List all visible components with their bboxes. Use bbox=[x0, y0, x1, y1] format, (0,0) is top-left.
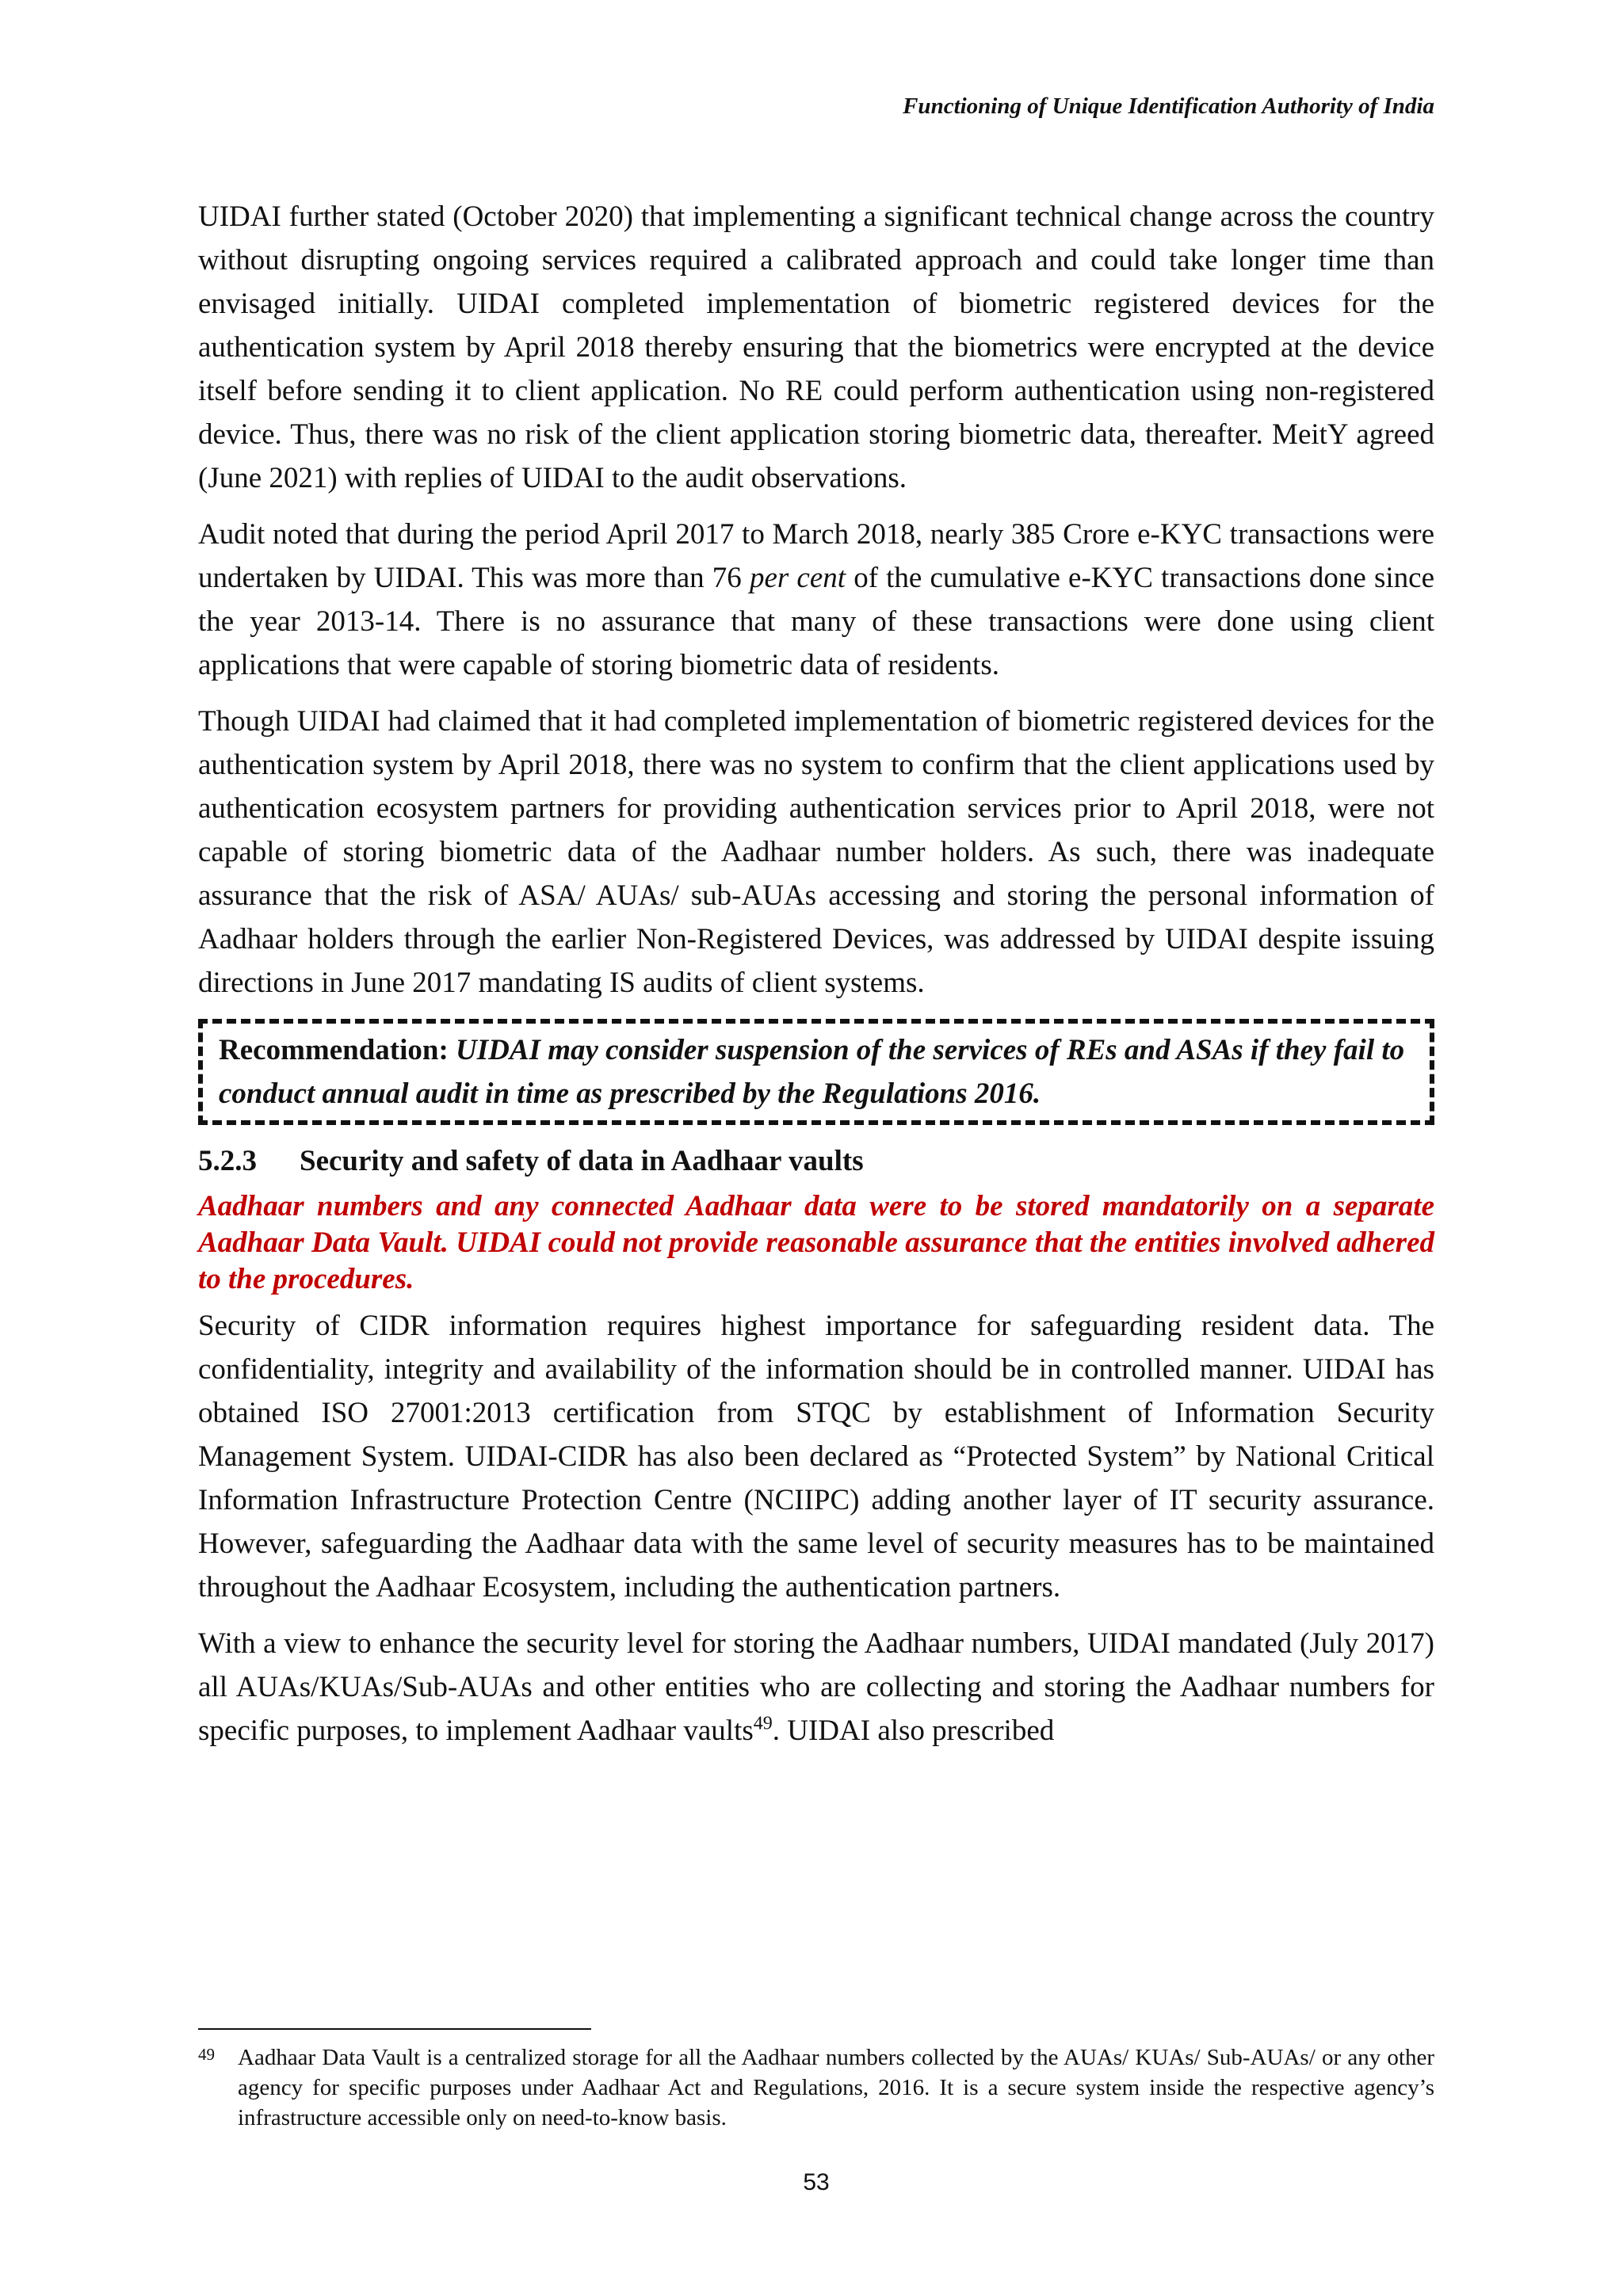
section-heading bbox=[198, 1141, 1434, 1182]
footnote-text: Aadhaar Data Vault is a centralized storage for all the Aadhaar numbers collected by the AUAs/ KUAs/ Sub-AUAs/ or any other agency for specific purposes under Aadhaar Act and Regulations, 2016. It is a secure system inside the respective agency’s infrastructure accessible only on need-to-know basis. bbox=[238, 2045, 1434, 2130]
footnote-divider bbox=[198, 2028, 591, 2030]
recommendation-box bbox=[198, 1019, 1434, 1125]
page-number: 53 bbox=[803, 2169, 830, 2195]
section-number: 5.2.3 bbox=[198, 1145, 257, 1177]
running-header: Functioning of Unique Identification Authority of India bbox=[903, 93, 1434, 119]
body-text bbox=[198, 195, 1434, 1765]
paragraph-text: With a view to enhance the security level for storing the Aadhaar numbers, UIDAI mandated (July 2017) all AUAs/KUAs/Sub-AUAs and other entities who are collecting and storing the Aadhaar numbers for specific purposes, to implement Aadhaar vaults bbox=[198, 1627, 1434, 1747]
paragraph-text: of the cumulative e-KYC transactions done since the year 2013-14. There is no assurance that many of these transactions were done using client applications that were capable of storing biometric data of residents. bbox=[198, 562, 1434, 681]
paragraph-aadhaar-vaults bbox=[198, 1622, 1434, 1753]
paragraph-text: . UIDAI also prescribed bbox=[772, 1714, 1055, 1747]
section-highlight: Aadhaar numbers and any connected Aadhaar data were to be stored mandatorily on a separate Aadhaar Data Vault. UIDAI could not provide reasonable assurance that the entities involved adhered to the procedures. bbox=[198, 1190, 1434, 1295]
section-title: Security and safety of data in Aadhaar vaults bbox=[300, 1145, 864, 1177]
paragraph-audit-ekyc bbox=[198, 513, 1434, 687]
recommendation-text: UIDAI may consider suspension of the services of REs and ASAs if they fail to conduct annual audit in time as prescribed by the Regulations 2016. bbox=[219, 1034, 1405, 1110]
paragraph-inadequate-assurance: Though UIDAI had claimed that it had completed implementation of biometric registered devices for the authentication system by April 2018, there was no system to confirm that the client applications used by authentication ecosystem partners for providing authentication services prior to April 2018, were not capable of storing biometric data of the Aadhaar number holders. As such, there was inadequate assurance that the risk of ASA/ AUAs/ sub-AUAs accessing and storing the personal information of Aadhaar holders through the earlier Non-Registered Devices, was addressed by UIDAI despite issuing directions in June 2017 mandating IS audits of client systems. bbox=[198, 705, 1434, 999]
paragraph-cidr-security: Security of CIDR information requires highest importance for safeguarding resident data. The confidentiality, integrity and availability of the information should be in controlled manner. UIDAI has obtained ISO 27001:2013 certification from STQC by establishment of Information Security Management System. UIDAI-CIDR has also been declared as “Protected System” by National Critical Information Infrastructure Protection Centre (NCIIPC) adding another layer of IT security assurance. However, safeguarding the Aadhaar data with the same level of security measures has to be maintained throughout the Aadhaar Ecosystem, including the authentication partners. bbox=[198, 1310, 1434, 1604]
paragraph-text: Audit noted that during the period April 2017 to March 2018, nearly 385 Crore e-KYC transactions were undertaken by UIDAI. This was more than 76 bbox=[198, 518, 1434, 594]
footnote-number: 49 bbox=[198, 2045, 215, 2064]
footnote-reference[interactable]: 49 bbox=[753, 1713, 773, 1734]
recommendation-label: Recommendation: bbox=[219, 1034, 449, 1066]
footnote bbox=[198, 2042, 1434, 2133]
paragraph-uidai-reply: UIDAI further stated (October 2020) that implementing a significant technical change across the country without disrupting ongoing services required a calibrated approach and could take longer time than envisaged initially. UIDAI completed implementation of biometric registered devices for the authentication system by April 2018 thereby ensuring that the biometrics were encrypted at the device itself before sending it to client application. No RE could perform authentication using non-registered device. Thus, there was no risk of the client application storing biometric data, thereafter. MeitY agreed (June 2021) with replies of UIDAI to the audit observations. bbox=[198, 200, 1434, 494]
italic-term: per cent bbox=[749, 562, 846, 594]
